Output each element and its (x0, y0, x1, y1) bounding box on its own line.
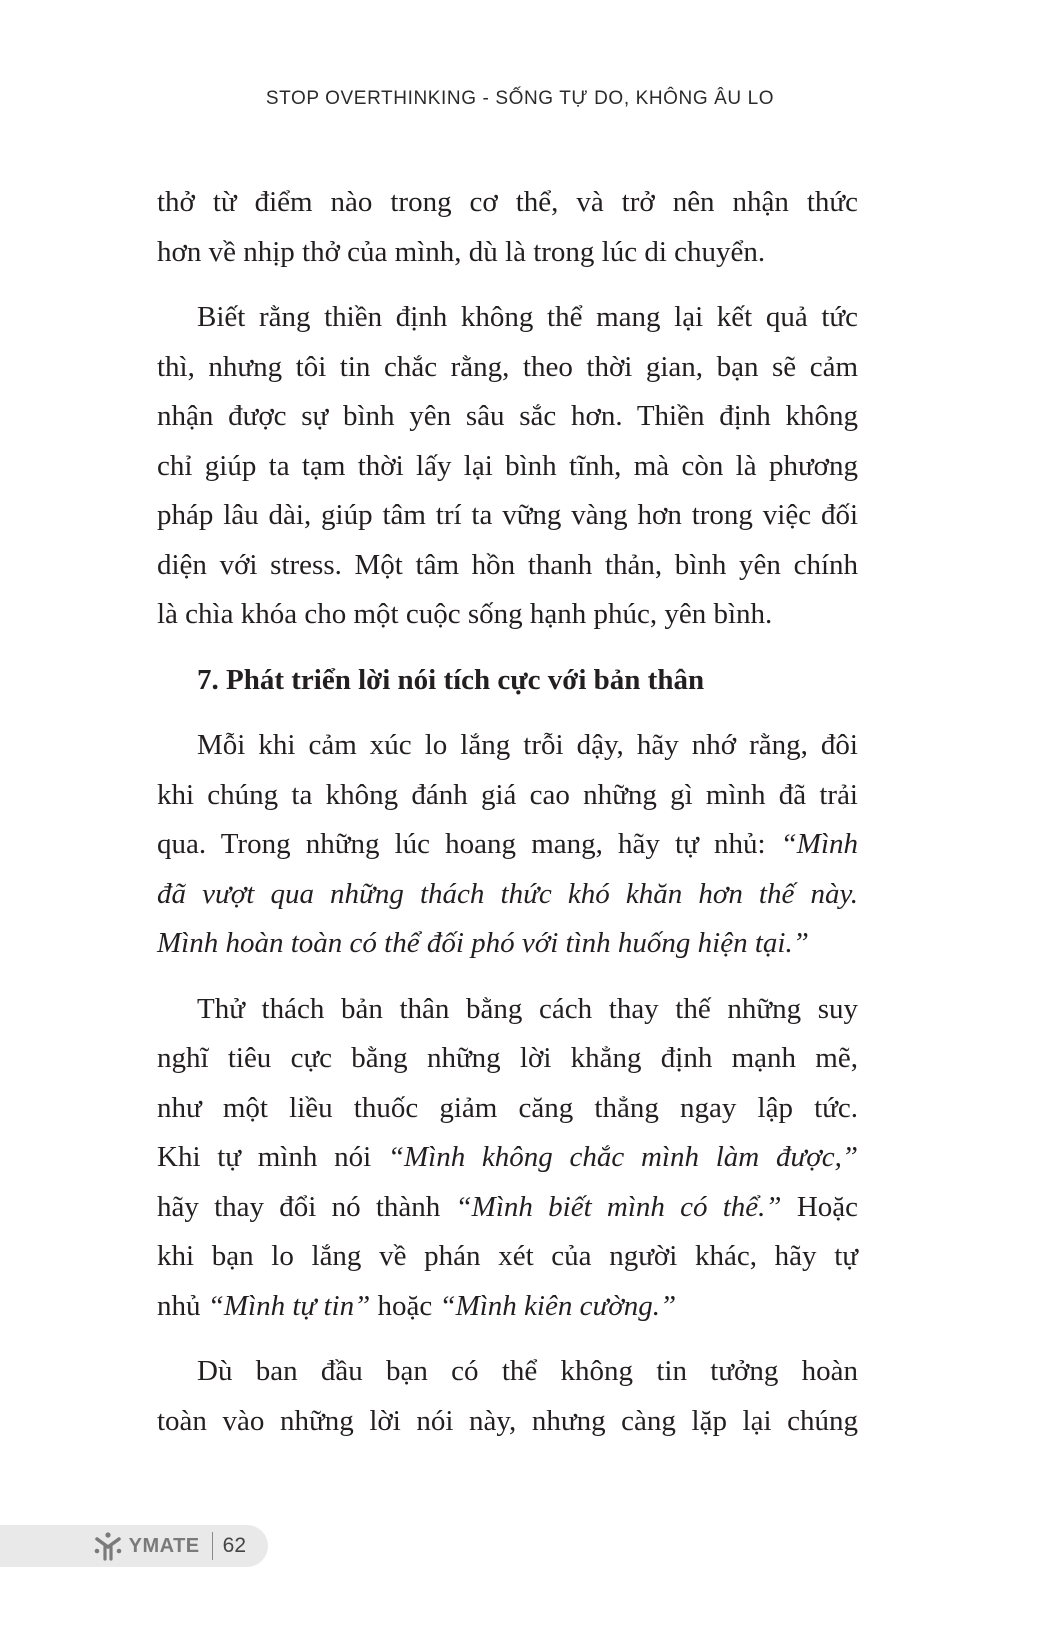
text-span: toàn vào những lời nói này, nhưng càng lặp lại chúng (157, 1404, 858, 1437)
text-span: Thử thách bản thân bằng cách thay thế những suy (197, 992, 858, 1025)
text-line (157, 721, 858, 771)
text-line (157, 1397, 858, 1447)
text-span: hãy thay đổi nó thành (157, 1190, 456, 1223)
text-span: nhủ (157, 1289, 208, 1322)
text-span: là chìa khóa cho một cuộc sống hạnh phúc, yên bình. (157, 598, 773, 630)
text-span: thở từ điểm nào trong cơ thể, và trở nên nhận thức (157, 186, 858, 218)
publisher-logo (93, 1531, 200, 1561)
paragraph (157, 178, 858, 277)
page-number: 62 (222, 1534, 246, 1557)
text-line (157, 392, 858, 442)
text-span: thì, nhưng tôi tin chắc rằng, theo thời gian, bạn sẽ cảm (157, 350, 858, 383)
text-line (157, 293, 858, 343)
text-span: qua. Trong những lúc hoang mang, hãy tự nhủ: (157, 828, 781, 860)
footer-divider (212, 1532, 213, 1560)
text-span: hơn về nhịp thở của mình, dù là trong lúc di chuyển. (157, 235, 766, 268)
text-span: Biết rằng thiền định không thể mang lại kết quả tức (197, 301, 858, 333)
text-line (157, 1232, 858, 1282)
paragraph (157, 985, 858, 1332)
italic-quote: “Mình (780, 828, 858, 860)
text-line (157, 590, 858, 640)
italic-quote: đã vượt qua những thách thức khó khăn hơn thế này. (157, 877, 858, 910)
text-line (157, 1183, 858, 1233)
running-header: STOP OVERTHINKING - SỐNG TỰ DO, KHÔNG ÂU LO (265, 88, 775, 109)
text-line (157, 771, 858, 821)
text-span: chỉ giúp ta tạm thời lấy lại bình tĩnh, mà còn là phương (157, 449, 858, 482)
text-span: nhận được sự bình yên sâu sắc hơn. Thiền định không (157, 400, 858, 432)
text-line (157, 820, 858, 870)
text-line (157, 442, 858, 492)
text-line (157, 1084, 858, 1134)
text-line (157, 985, 858, 1035)
paragraph (157, 1347, 858, 1446)
text-span: như một liều thuốc giảm căng thẳng ngay lập tức. (157, 1091, 858, 1124)
text-line (157, 178, 858, 228)
text-span: Mỗi khi cảm xúc lo lắng trỗi dậy, hãy nhớ rằng, đôi (197, 729, 858, 761)
text-span: khi bạn lo lắng về phán xét của người khác, hãy tự (157, 1240, 858, 1272)
text-line (157, 1347, 858, 1397)
italic-quote: “Mình không chắc mình làm được,” (387, 1141, 858, 1173)
text-span: nghĩ tiêu cực bằng những lời khẳng định mạnh mẽ, (157, 1042, 858, 1074)
text-span: pháp lâu dài, giúp tâm trí ta vững vàng hơn trong việc đối (157, 499, 858, 531)
text-span: hoặc (370, 1289, 440, 1322)
page-footer (0, 1525, 268, 1567)
text-line (157, 541, 858, 591)
text-line (157, 919, 858, 969)
text-span: Dù ban đầu bạn có thể không tin tưởng hoàn (197, 1355, 858, 1387)
text-line (157, 870, 858, 920)
italic-quote: “Mình biết mình có thể.” (455, 1190, 782, 1223)
text-span: khi chúng ta không đánh giá cao những gì mình đã trải (157, 778, 858, 811)
text-span: diện với stress. Một tâm hồn thanh thản, bình yên chính (157, 548, 858, 581)
italic-quote: Mình hoàn toàn có thể đối phó với tình huống hiện tại.” (157, 927, 809, 959)
text-line (157, 491, 858, 541)
page-body (157, 178, 858, 1462)
text-line (157, 1133, 858, 1183)
paragraph (157, 293, 858, 640)
paragraph (157, 721, 858, 969)
italic-quote: “Mình tự tin” (207, 1289, 371, 1322)
text-line (157, 1282, 858, 1332)
text-line (157, 228, 858, 278)
text-line (157, 343, 858, 393)
italic-quote: “Mình kiên cường.” (439, 1289, 677, 1322)
ymate-logo-icon (93, 1531, 123, 1561)
text-span: Hoặc (781, 1190, 858, 1223)
brand-name: YMATE (128, 1534, 200, 1557)
section-heading: 7. Phát triển lời nói tích cực với bản thân (197, 663, 705, 696)
text-line (157, 1034, 858, 1084)
text-span: Khi tự mình nói (157, 1141, 388, 1173)
